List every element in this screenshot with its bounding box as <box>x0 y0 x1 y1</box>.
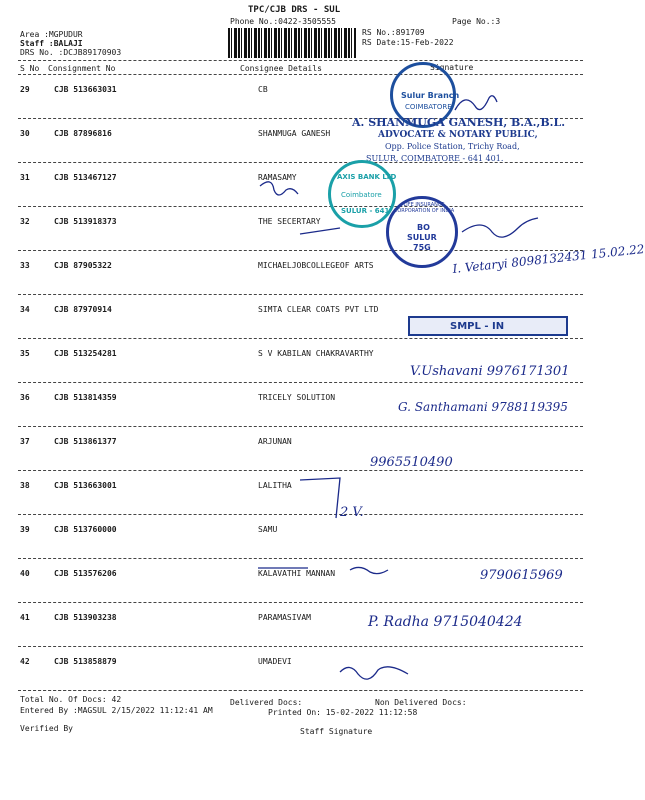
signature-row-40 <box>350 567 388 573</box>
row-sno: 41 <box>20 613 30 622</box>
total-docs: Total No. Of Docs: 42 <box>20 695 122 704</box>
row-sno: 30 <box>20 129 30 138</box>
handwritten-note-37: 9965510490 <box>370 455 453 470</box>
printed-on: Printed On: 15-02-2022 11:12:58 <box>268 708 418 717</box>
handwritten-note-40: 9790615969 <box>480 568 563 583</box>
bank-branch-stamp: Sulur Branch COIMBATORE <box>390 62 456 128</box>
signature-row-32-stroke <box>300 228 340 234</box>
row-consignment-no: CJB 513903238 <box>54 613 117 622</box>
area-label: Area :MGPUDUR <box>20 30 83 39</box>
staff-label: Staff :BALAJI <box>20 39 83 48</box>
handwritten-note-41: P. Radha 9715040424 <box>368 614 523 630</box>
row-sno: 29 <box>20 85 30 94</box>
col-consignment-header: Consignment No <box>48 64 116 73</box>
row-consignee: SIMTA CLEAR COATS PVT LTD <box>258 305 379 314</box>
signature-row-42 <box>340 667 408 679</box>
signature-row-32 <box>462 218 538 237</box>
row-sno: 42 <box>20 657 30 666</box>
signature-row-29 <box>455 96 497 110</box>
col-consignee-header: Consignee Details <box>240 64 322 73</box>
row-consignee: SHANMUGA GANESH <box>258 129 331 138</box>
handwritten-note-39: 2 V. <box>340 505 364 520</box>
row-consignee: UMADEVI <box>258 657 292 666</box>
row-sno: 38 <box>20 481 30 490</box>
document-title: TPC/CJB DRS - SUL <box>248 5 341 15</box>
row-consignment-no: CJB 513861377 <box>54 437 117 446</box>
row-consignment-no: CJB 513760000 <box>54 525 117 534</box>
advocate-stamp-city: SULUR, COIMBATORE - 641 401. <box>366 154 504 163</box>
phone-number: Phone No.:0422-3505555 <box>230 17 336 26</box>
drs-number: DRS No. :DCJB89170903 <box>20 48 122 57</box>
row-consignment-no: CJB 87970914 <box>54 305 112 314</box>
row-sno: 39 <box>20 525 30 534</box>
row-consignment-no: CJB 513254281 <box>54 349 117 358</box>
row-sno: 36 <box>20 393 30 402</box>
handwritten-note-36: G. Santhamani 9788119395 <box>398 400 568 414</box>
row-consignee: MICHAELJOBCOLLEGEOF ARTS <box>258 261 374 270</box>
rs-number: RS No.:891709 <box>362 28 425 37</box>
row-consignee: LALITHA <box>258 481 292 490</box>
lic-stamp: LIFE INSURANCE CORPORATION OF INDIA BO SULUR 75G <box>386 196 458 268</box>
row-consignee: PARAMASIVAM <box>258 613 311 622</box>
row-consignee: TRICELY SOLUTION <box>258 393 336 402</box>
delivered-docs: Delivered Docs: <box>230 698 303 707</box>
smpl-stamp: SMPL - IN <box>408 316 568 336</box>
axis-bank-stamp: AXIS BANK LTD Coimbatore SULUR - 641 <box>328 160 396 228</box>
row-sno: 33 <box>20 261 30 270</box>
row-sno: 37 <box>20 437 30 446</box>
signature-row-31 <box>260 182 298 195</box>
handwritten-note-33: I. Vetaryi 8098132431 15.02.22 <box>451 241 645 277</box>
verified-by: Verified By <box>20 724 73 733</box>
row-consignee: THE SECERTARY <box>258 217 321 226</box>
page-number: Page No.:3 <box>452 17 501 26</box>
row-sno: 40 <box>20 569 30 578</box>
row-consignment-no: CJB 513663031 <box>54 85 117 94</box>
advocate-stamp-address: Opp. Police Station, Trichy Road, <box>385 142 520 151</box>
row-sno: 34 <box>20 305 30 314</box>
row-consignment-no: CJB 513467127 <box>54 173 117 182</box>
row-sno: 32 <box>20 217 30 226</box>
row-consignee: RAMASAMY <box>258 173 297 182</box>
handwritten-note-35: V.Ushavani 9976171301 <box>410 364 570 379</box>
row-sno: 31 <box>20 173 30 182</box>
row-consignee: ARJUNAN <box>258 437 292 446</box>
row-consignee: SAMU <box>258 525 278 534</box>
advocate-stamp-title: ADVOCATE & NOTARY PUBLIC, <box>378 130 538 140</box>
row-consignment-no: CJB 513918373 <box>54 217 117 226</box>
row-consignee: CB <box>258 85 268 94</box>
staff-signature: Staff Signature <box>300 727 373 736</box>
row-sno: 35 <box>20 349 30 358</box>
row-consignee: KALAVATHI MANNAN <box>258 569 336 578</box>
row-consignee: S V KABILAN CHAKRAVARTHY <box>258 349 374 358</box>
bracket-row-38-39 <box>300 478 340 518</box>
col-signature-header: Signature <box>430 63 474 72</box>
row-consignment-no: CJB 87905322 <box>54 261 112 270</box>
row-consignment-no: CJB 513663001 <box>54 481 117 490</box>
non-delivered-docs: Non Delivered Docs: <box>375 698 467 707</box>
advocate-stamp-name: A. SHANMUGA GANESH, B.A.,B.L. <box>352 116 566 129</box>
row-consignment-no: CJB 87896816 <box>54 129 112 138</box>
col-sno-header: S No <box>20 64 40 73</box>
row-consignment-no: CJB 513814359 <box>54 393 117 402</box>
row-consignment-no: CJB 513576206 <box>54 569 117 578</box>
entered-by: Entered By :MAGSUL 2/15/2022 11:12:41 AM <box>20 706 213 715</box>
row-consignment-no: CJB 513858879 <box>54 657 117 666</box>
rs-date: RS Date:15-Feb-2022 <box>362 38 454 47</box>
